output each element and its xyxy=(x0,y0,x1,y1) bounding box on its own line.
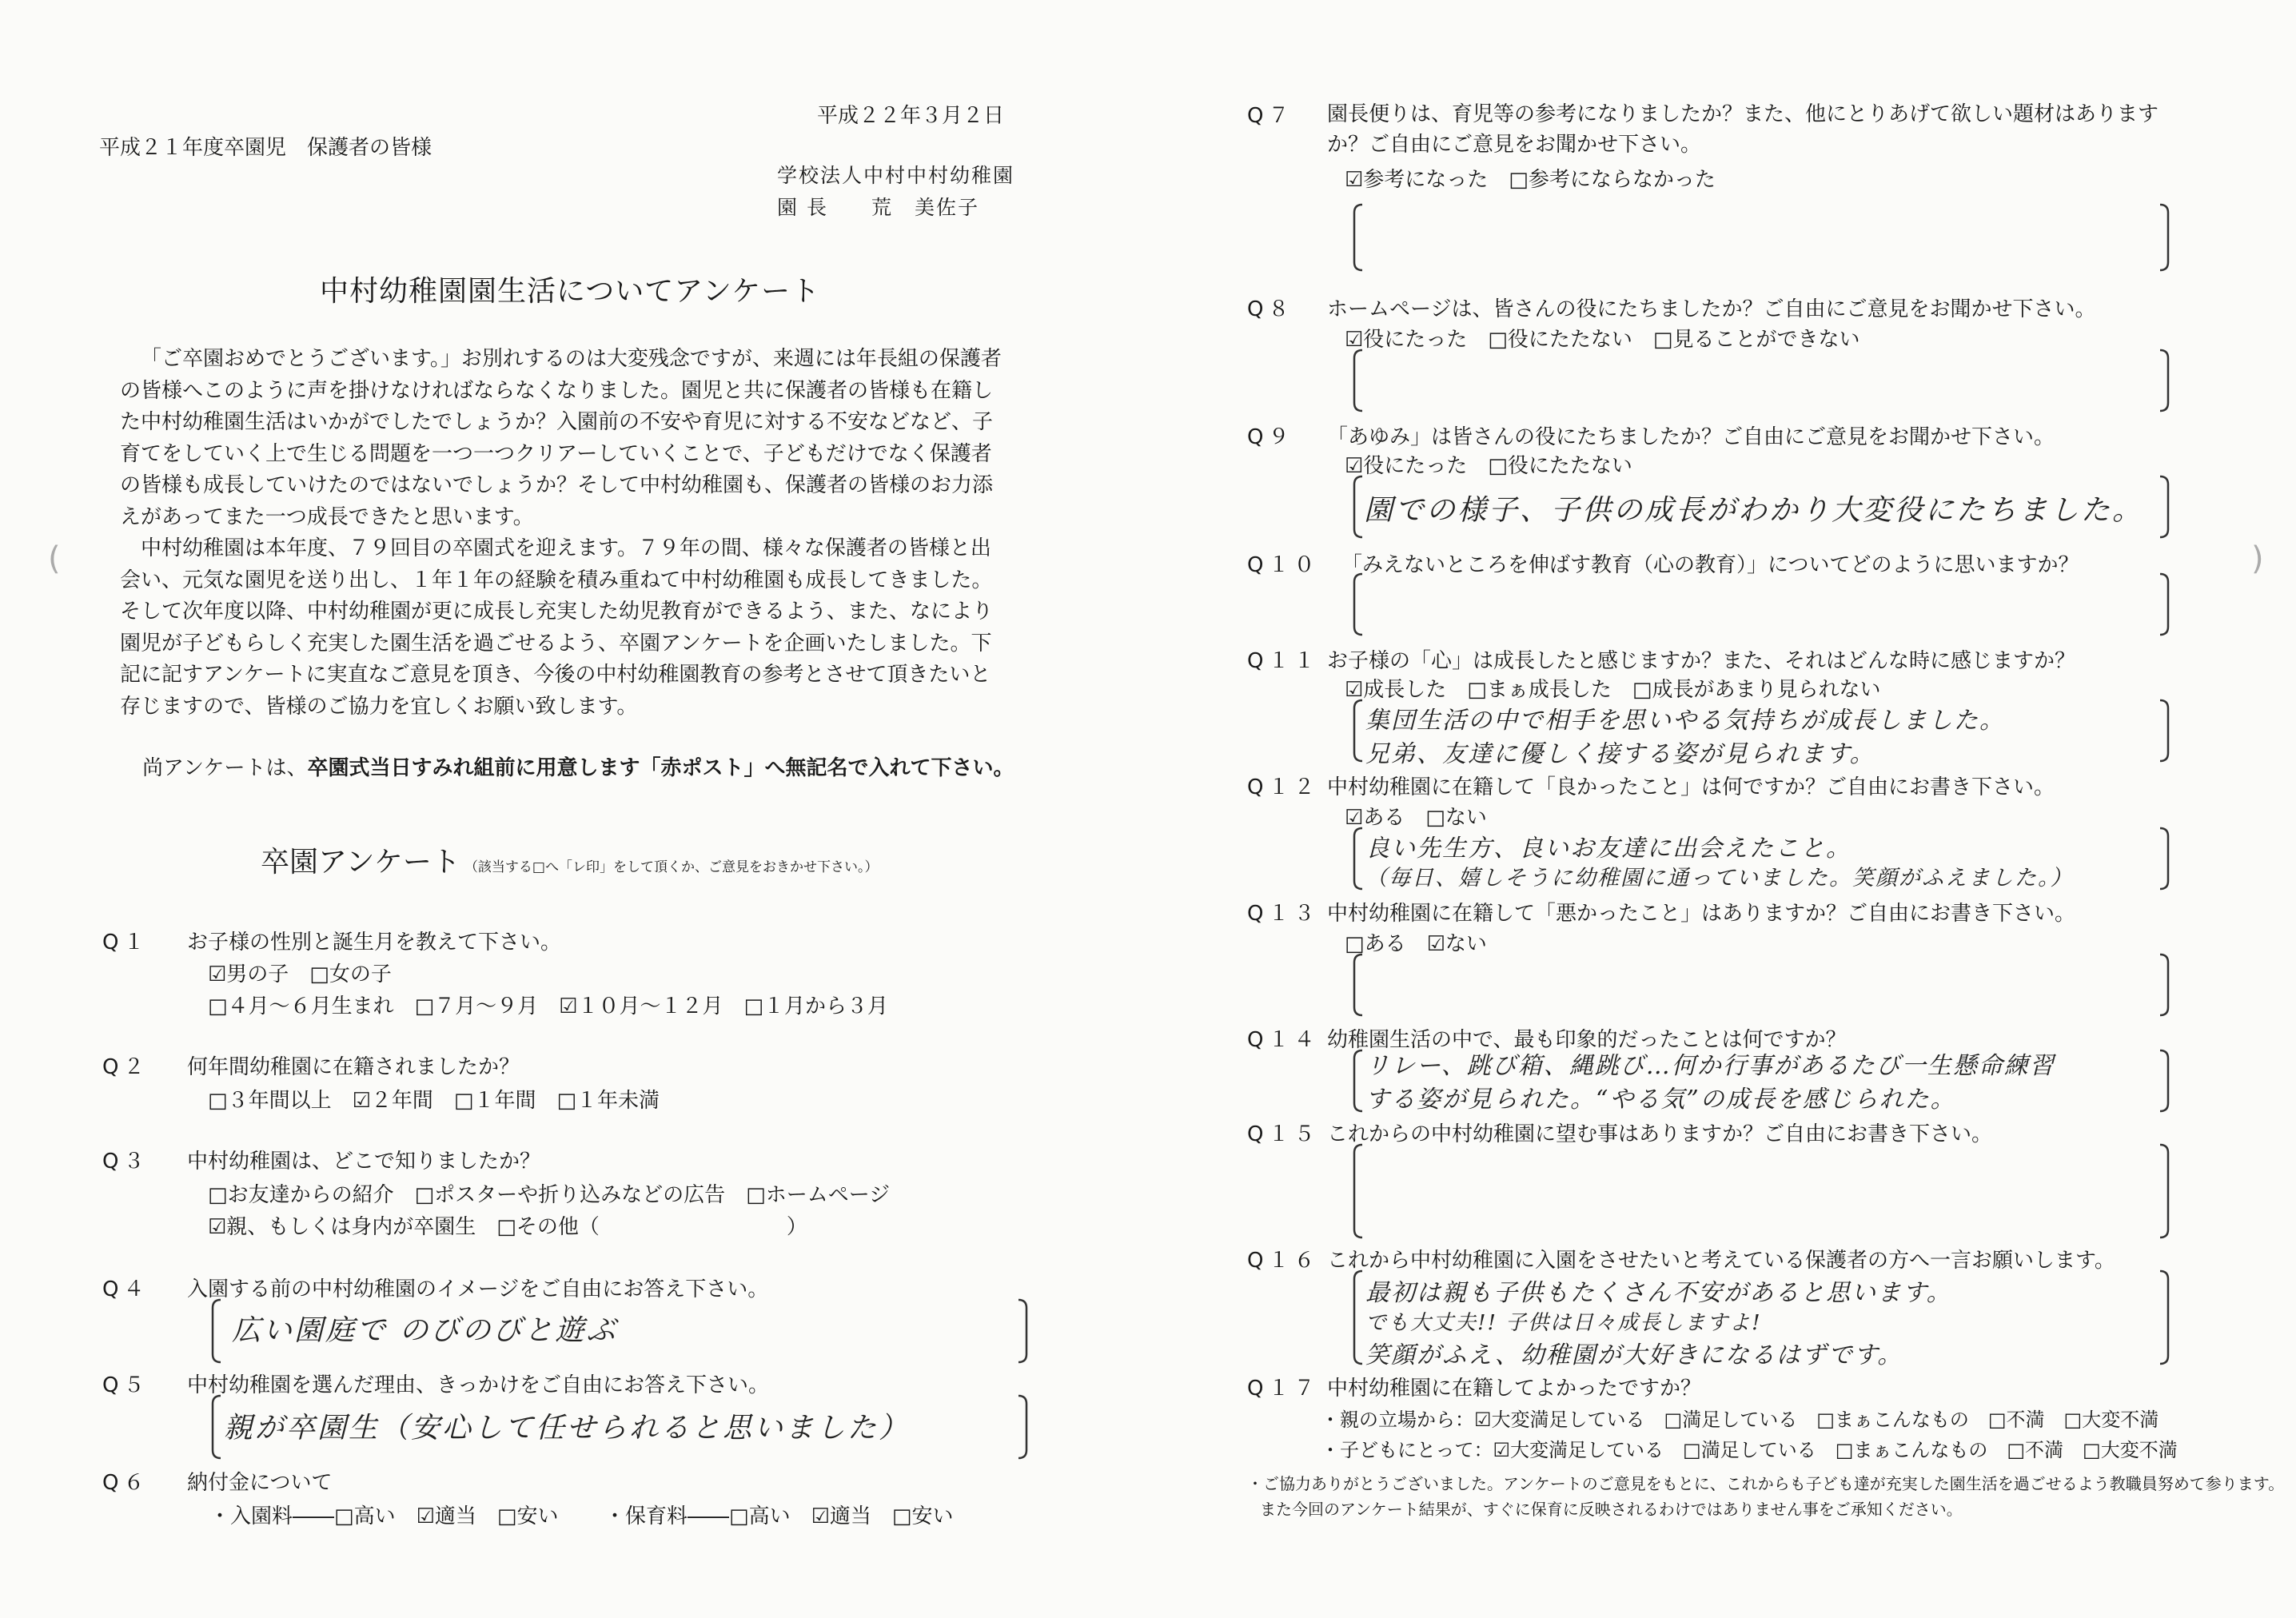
q9-handwritten-answer: 園での様子、子供の成長がわかり大変役にたちました。 xyxy=(1364,494,2144,527)
school-name: 学校法人中村中村幼稚園 xyxy=(777,164,1015,187)
document-date: 平成２２年３月２日 xyxy=(817,104,1005,128)
q1-text: お子様の性別と誕生月を教えて下さい。 xyxy=(187,931,562,954)
q14-handwritten-line-2: する姿が見られた。“やる気”の成長を感じられた。 xyxy=(1365,1086,1956,1114)
notice-bold: 卒園式当日すみれ組前に用意します「赤ポスト」へ無記名で入れて下さい。 xyxy=(307,756,1014,780)
scan-mark-right: ) xyxy=(2251,540,2264,577)
q17-child-options: ・子どもにとって：☑大変満足している □満足している □まぁこんなもの □不満 □大変不満 xyxy=(1321,1439,2178,1461)
q2-text: 何年間幼稚園に在籍されましたか？ xyxy=(187,1055,520,1079)
q8-answer-box xyxy=(1351,347,2174,414)
q10-text: 「みえないところを伸ばす教育（心の教育）」についてどのように思いますか？ xyxy=(1341,553,2079,577)
q6-text: 納付金について xyxy=(187,1471,333,1495)
q4-number: Q４ xyxy=(102,1277,149,1301)
q8-number: Q８ xyxy=(1247,297,1294,321)
right-page xyxy=(1148,0,2296,1618)
q7-text: 園長便りは、育児等の参考になりましたか？また、他にとりあげて欲しい題材はありますか？ご自由にご意見をお聞かせ下さい。 xyxy=(1327,102,2159,157)
q13-answer-box xyxy=(1351,951,2174,1018)
footer-line-2: また今回のアンケート結果が、すぐに保育に反映されるわけではありません事をご承知ください。 xyxy=(1260,1500,1963,1519)
q2-options: □３年間以上 ☑２年間 □１年間 □１年未満 xyxy=(208,1089,660,1113)
q6-number: Q６ xyxy=(102,1471,149,1495)
q12-options: ☑ある □ない xyxy=(1345,806,1487,830)
q17-number: Q１７ xyxy=(1247,1377,1320,1401)
q16-text: これから中村幼稚園に入園をさせたいと考えている保護者の方へ一言お願いします。 xyxy=(1327,1249,2115,1273)
q9-text: 「あゆみ」は皆さんの役にたちましたか？ご自由にご意見をお聞かせ下さい。 xyxy=(1327,425,2055,449)
q17-text: 中村幼稚園に在籍してよかったですか？ xyxy=(1327,1377,1702,1401)
principal-name: 園 長 荒 美佐子 xyxy=(777,196,979,219)
q6-entrance-fee: ・入園料――□高い ☑適当 □安い xyxy=(209,1504,559,1528)
q3-options-1: □お友達からの紹介 □ポスターや折り込みなどの広告 □ホームページ xyxy=(208,1183,891,1207)
survey-title: 卒園アンケート xyxy=(261,846,460,879)
intro-paragraph-2: 中村幼稚園は本年度、７９回目の卒園式を迎えます。７９年の間、様々な保護者の皆様と出会い、元気な園児を送り出し、１年１年の経験を積み重ねて中村幼稚園も成長してきました。そして次年度以降、中村幼稚園が更に成長し充実した幼児教育ができるよう、また、なにより園児が子どもらしく充実した園生活を過ごせるよう、卒園アンケートを企画いたしました。下記に記すアンケートに実直なご意見を頂き、今後の中村幼稚園教育の参考とさせて頂きたいと存じますので、皆様のご協力を宜しくお願い致します。 xyxy=(120,536,994,719)
q12-handwritten-line-2: （毎日、嬉しそうに幼稚園に通っていました。笑顔がふえました。） xyxy=(1365,866,2074,891)
q11-options: ☑成長した □まぁ成長した □成長があまり見られない xyxy=(1345,678,1881,702)
q11-handwritten-line-1: 集団生活の中で相手を思いやる気持ちが成長しました。 xyxy=(1365,707,2005,735)
q5-number: Q５ xyxy=(102,1373,149,1397)
q3-options-2: ☑親、もしくは身内が卒園生 □その他（ ） xyxy=(208,1215,807,1239)
q2-number: Q２ xyxy=(102,1055,149,1079)
addressee: 平成２１年度卒園児 保護者の皆様 xyxy=(99,136,432,160)
submission-notice xyxy=(142,751,1014,781)
q6-tuition-fee: ・保育料――□高い ☑適当 □安い xyxy=(604,1504,954,1528)
q11-number: Q１１ xyxy=(1247,649,1320,673)
survey-note: （該当する□へ「レ印」をして頂くか、ご意見をおきかせ下さい。） xyxy=(464,859,879,875)
q1-options-gender: ☑男の子 □女の子 xyxy=(208,962,392,986)
q1-options-month: □４月～６月生まれ □７月～９月 ☑１０月～１２月 □１月から３月 xyxy=(208,994,889,1018)
intro-text xyxy=(120,344,1007,723)
q16-handwritten-line-3: 笑顔がふえ、幼稚園が大好きになるはずです。 xyxy=(1365,1341,1903,1369)
q12-handwritten-line-1: 良い先生方、良いお友達に出会えたこと。 xyxy=(1365,835,1852,863)
q11-handwritten-line-2: 兄弟、友達に優しく接する姿が見られます。 xyxy=(1365,740,1875,768)
q11-text: お子様の「心」は成長したと感じますか？また、それはどんな時に感じますか？ xyxy=(1327,649,2076,673)
intro-paragraph-1: 「ご卒園おめでとうございます。」お別れするのは大変残念ですが、来週には年長組の保護者の皆様へこのように声を掛けなければならなくなりました。園児と共に保護者の皆様も在籍した中村幼稚園生活はいかがでしたでしょうか？入園前の不安や育児に対する不安などなど、子育てをしていく上で生じる問題を一つ一つクリアーしていくことで、子どもだけでなく保護者の皆様も成長していけたのではないでしょうか？そして中村幼稚園も、保護者の皆様のお力添えがあってまた一つ成長できたと思います。 xyxy=(120,347,1002,529)
q16-handwritten-line-2: でも大丈夫!! 子供は日々成長しますよ! xyxy=(1365,1311,1762,1335)
q15-answer-box xyxy=(1351,1142,2174,1241)
q3-text: 中村幼稚園は、どこで知りましたか？ xyxy=(187,1150,541,1174)
q14-handwritten-line-1: リレー、跳び箱、縄跳び…何か行事があるたび一生懸命練習 xyxy=(1365,1052,2055,1080)
q15-number: Q１５ xyxy=(1247,1122,1320,1146)
q10-answer-box xyxy=(1351,571,2174,638)
q9-number: Q９ xyxy=(1247,425,1294,449)
q14-text: 幼稚園生活の中で、最も印象的だったことは何ですか？ xyxy=(1327,1028,1847,1052)
q12-text: 中村幼稚園に在籍して「良かったこと」は何ですか？ご自由にお書き下さい。 xyxy=(1327,775,2055,799)
q5-handwritten-answer: 親が卒園生（安心して任せられると思いました） xyxy=(224,1412,911,1445)
survey-heading xyxy=(261,839,879,880)
q15-text: これからの中村幼稚園に望む事はありますか？ご自由にお書き下さい。 xyxy=(1327,1122,1993,1146)
q3-number: Q３ xyxy=(102,1150,149,1174)
q7-number: Q７ xyxy=(1247,104,1294,128)
notice-text: 尚アンケートは、 xyxy=(142,756,308,780)
q5-text: 中村幼稚園を選んだ理由、きっかけをご自由にお答え下さい。 xyxy=(187,1373,770,1397)
q8-options: ☑役にたった □役にたたない □見ることができない xyxy=(1345,328,1860,352)
q8-text: ホームページは、皆さんの役にたちましたか？ご自由にご意見をお聞かせ下さい。 xyxy=(1327,297,2096,321)
q16-handwritten-line-1: 最初は親も子供もたくさん不安があると思います。 xyxy=(1365,1279,1952,1307)
q14-number: Q１４ xyxy=(1247,1028,1320,1052)
document-title: 中村幼稚園園生活についてアンケート xyxy=(320,275,821,308)
q17-parent-options: ・親の立場から：☑大変満足している □満足している □まぁこんなもの □不満 □大変不満 xyxy=(1321,1409,2159,1431)
q12-number: Q１２ xyxy=(1247,775,1320,799)
q4-text: 入園する前の中村幼稚園のイメージをご自由にお答え下さい。 xyxy=(187,1277,769,1301)
q1-number: Q１ xyxy=(102,931,149,954)
scan-mark-left: ( xyxy=(48,540,61,577)
q9-options: ☑役にたった □役にたたない xyxy=(1345,454,1632,478)
q7-answer-box xyxy=(1351,201,2174,273)
q4-handwritten-answer: 広い園庭で のびのびと遊ぶ xyxy=(232,1314,618,1347)
q13-number: Q１３ xyxy=(1247,902,1320,926)
q10-number: Q１０ xyxy=(1247,553,1320,577)
footer-line-1: ・ご協力ありがとうございました。アンケートのご意見をもとに、これからも子ども達が充実した園生活を過ごせるよう教職員努めて参ります。 xyxy=(1247,1474,2285,1493)
q13-options: □ある ☑ない xyxy=(1345,932,1487,956)
q13-text: 中村幼稚園に在籍して「悪かったこと」はありますか？ご自由にお書き下さい。 xyxy=(1327,902,2076,926)
q7-options: ☑参考になった □参考にならなかった xyxy=(1345,168,1716,192)
q16-number: Q１６ xyxy=(1247,1249,1320,1273)
